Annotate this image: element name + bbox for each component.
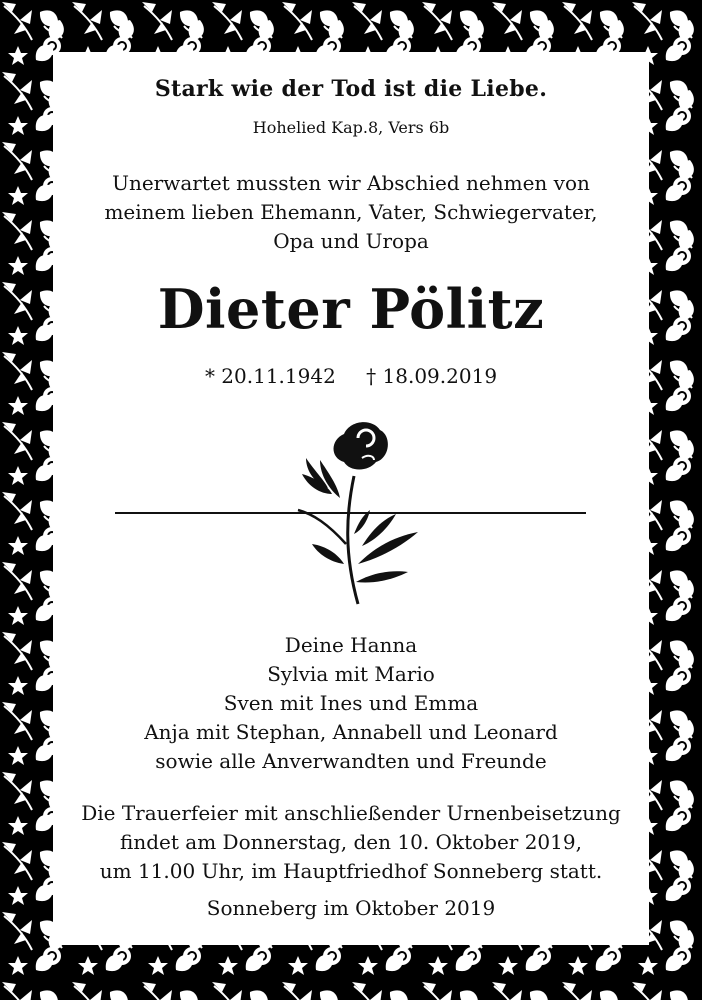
mourners-list bbox=[53, 631, 649, 776]
ceremony-info bbox=[63, 799, 639, 886]
mourner-line: Anja mit Stephan, Annabell und Leonard bbox=[144, 720, 558, 744]
life-dates bbox=[53, 364, 649, 388]
intro-line: meinem lieben Ehemann, Vater, Schwiegervater, bbox=[104, 200, 598, 224]
mourner-line: Sven mit Ines und Emma bbox=[223, 691, 479, 715]
notice-panel bbox=[53, 52, 649, 945]
intro-text bbox=[83, 169, 619, 256]
intro-line: Unerwartet mussten wir Abschied nehmen von bbox=[112, 171, 590, 195]
birth-date: * 20.11.1942 bbox=[204, 364, 336, 388]
rose-flower-icon bbox=[258, 414, 438, 614]
place-and-date: Sonneberg im Oktober 2019 bbox=[206, 896, 496, 920]
deceased-name: Dieter Pölitz bbox=[157, 277, 545, 341]
intro-line: Opa und Uropa bbox=[273, 229, 429, 253]
motto-verse: Stark wie der Tod ist die Liebe. bbox=[154, 76, 548, 102]
mourner-line: sowie alle Anverwandten und Freunde bbox=[155, 749, 547, 773]
death-date: † 18.09.2019 bbox=[366, 364, 498, 388]
mourner-line: Deine Hanna bbox=[284, 633, 418, 657]
ceremony-line: um 11.00 Uhr, im Hauptfriedhof Sonneberg statt. bbox=[99, 859, 603, 883]
ceremony-line: findet am Donnerstag, den 10. Oktober 2019, bbox=[120, 830, 582, 854]
verse-source: Hohelied Kap.8, Vers 6b bbox=[252, 118, 450, 137]
mourner-line: Sylvia mit Mario bbox=[267, 662, 435, 686]
ceremony-line: Die Trauerfeier mit anschließender Urnenbeisetzung bbox=[81, 801, 621, 825]
